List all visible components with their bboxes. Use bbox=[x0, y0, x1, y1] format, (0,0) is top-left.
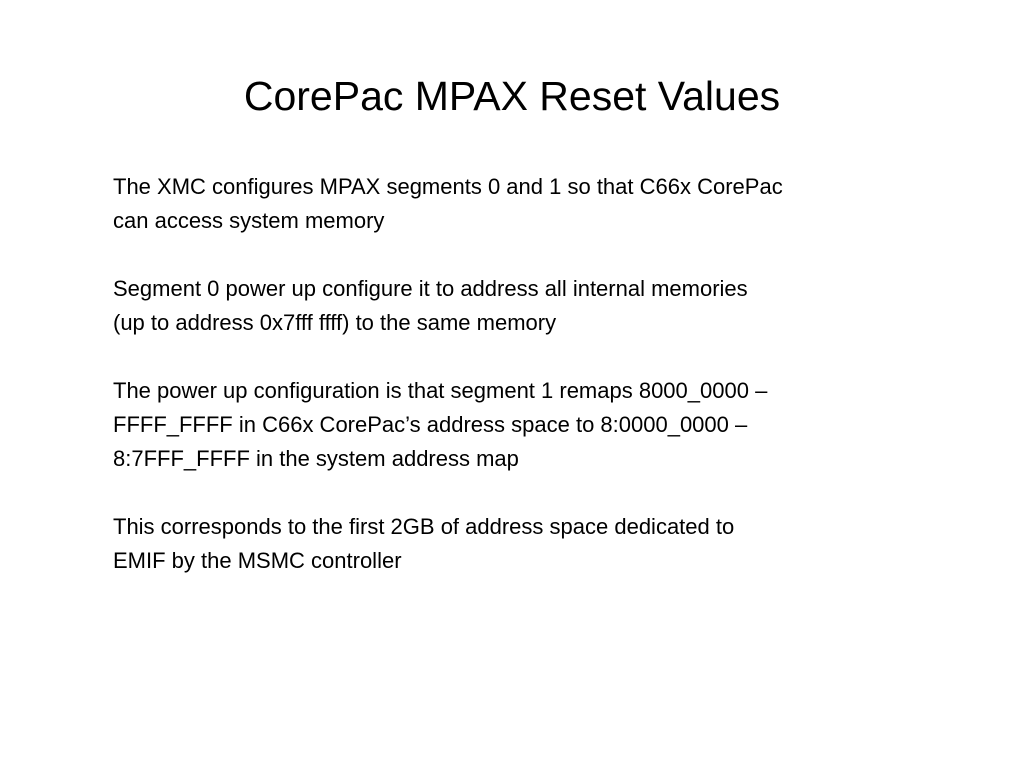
slide-title: CorePac MPAX Reset Values bbox=[243, 73, 781, 119]
paragraph-segment-1 bbox=[113, 374, 913, 476]
paragraph-line: The power up configuration is that segment 1 remaps 8000_0000 – bbox=[113, 378, 768, 403]
paragraph-line: Segment 0 power up configure it to address all internal memories bbox=[113, 276, 748, 301]
paragraph-segment-0 bbox=[113, 272, 913, 340]
paragraph-line: FFFF_FFFF in C66x CorePac’s address space to 8:0000_0000 – bbox=[113, 412, 748, 437]
paragraph-emif bbox=[113, 510, 913, 578]
paragraph-xmc-config bbox=[113, 170, 913, 238]
paragraph-line: (up to address 0x7fff ffff) to the same memory bbox=[113, 310, 557, 335]
paragraph-line: EMIF by the MSMC controller bbox=[113, 548, 402, 573]
paragraph-line: 8:7FFF_FFFF in the system address map bbox=[113, 446, 519, 471]
slide-body bbox=[113, 170, 913, 578]
paragraph-line: The XMC configures MPAX segments 0 and 1 so that C66x CorePac bbox=[113, 174, 783, 199]
paragraph-line: This corresponds to the first 2GB of address space dedicated to bbox=[113, 514, 735, 539]
paragraph-line: can access system memory bbox=[113, 208, 385, 233]
